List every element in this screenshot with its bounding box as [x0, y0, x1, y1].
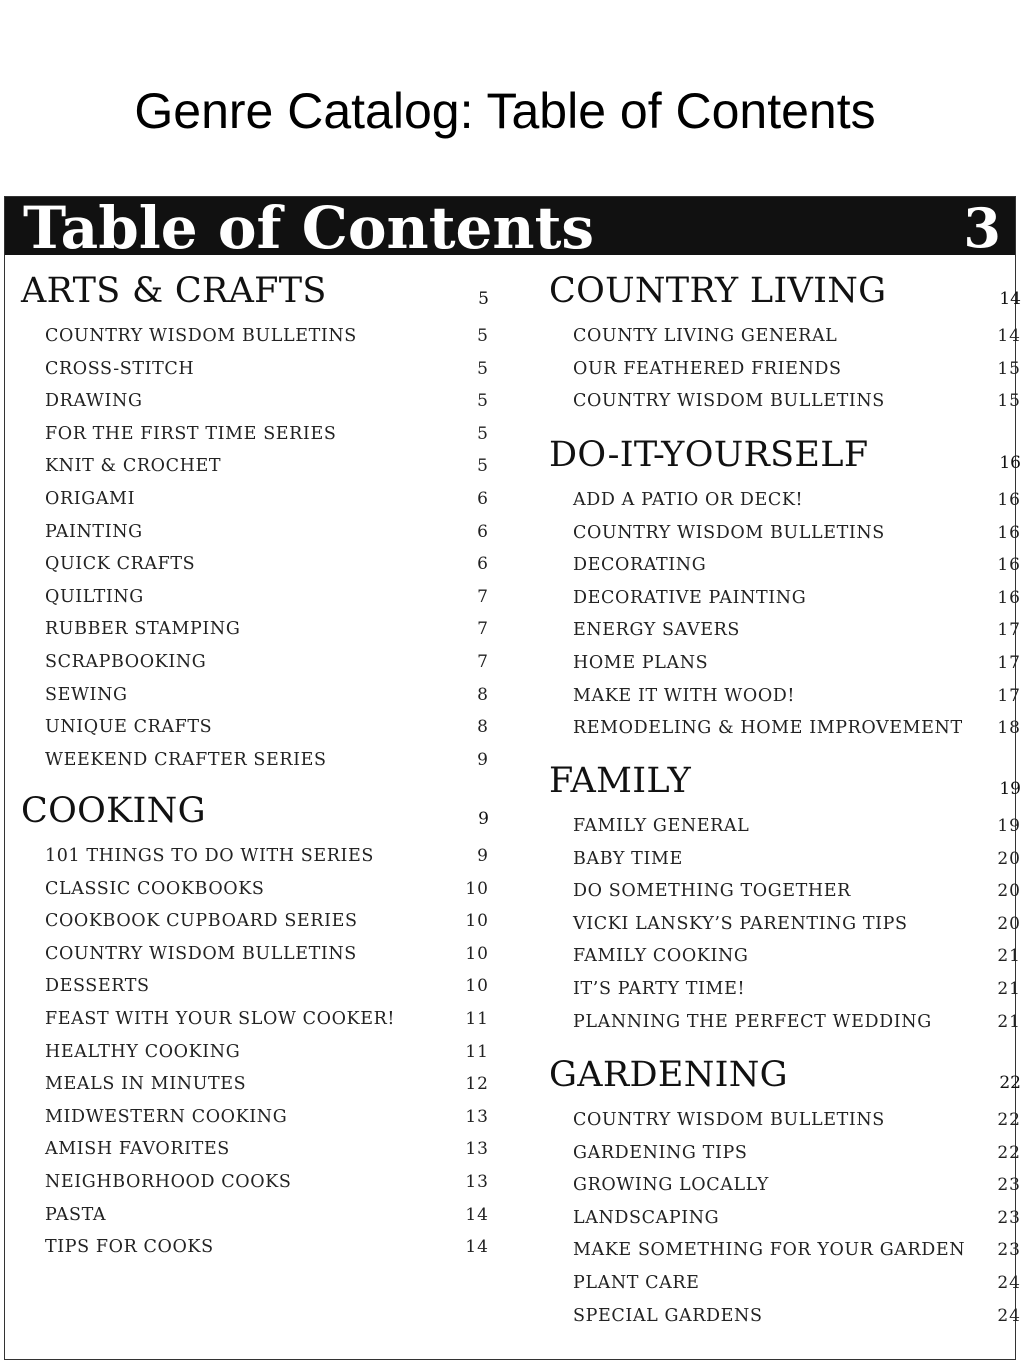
- toc-entry[interactable]: [549, 1272, 1021, 1296]
- toc-entry-label: GROWING LOCALLY: [573, 1175, 769, 1196]
- toc-entry-page-number: 6: [477, 489, 489, 509]
- section-title: DO-IT-YOURSELF: [549, 435, 869, 475]
- toc-entry-label: SEWING: [45, 684, 128, 705]
- toc-entry-label: COUNTY LIVING GENERAL: [573, 326, 838, 346]
- toc-entry-label: SCRAPBOOKING: [45, 652, 207, 672]
- section-title: COUNTRY LIVING: [549, 271, 887, 311]
- toc-entry[interactable]: [21, 586, 495, 610]
- toc-entry-page-number: 14: [465, 1204, 489, 1225]
- toc-entry-label: CLASSIC COOKBOOKS: [45, 878, 265, 899]
- toc-entry[interactable]: [21, 488, 495, 512]
- toc-entry-label: QUICK CRAFTS: [45, 554, 196, 575]
- toc-entry-label: DO SOMETHING TOGETHER: [573, 881, 851, 902]
- toc-entry-label: COUNTRY WISDOM BULLETINS: [45, 943, 357, 964]
- toc-entry-page-number: 15: [997, 358, 1021, 379]
- toc-entry[interactable]: [21, 749, 495, 773]
- toc-entry-page-number: 18: [997, 718, 1021, 739]
- toc-entry-label: FAMILY GENERAL: [573, 816, 750, 836]
- toc-entry-label: COOKBOOK CUPBOARD SERIES: [45, 911, 358, 932]
- toc-entry-page-number: 21: [997, 946, 1021, 967]
- toc-entry-label: FAMILY COOKING: [573, 946, 749, 967]
- toc-entry-label: BABY TIME: [573, 848, 683, 869]
- toc-entry-label: COUNTRY WISDOM BULLETINS: [573, 522, 885, 543]
- toc-entry-label: COUNTRY WISDOM BULLETINS: [573, 1110, 885, 1130]
- toc-entry-label: GARDENING TIPS: [573, 1142, 748, 1163]
- toc-entry-page-number: 16: [997, 587, 1021, 608]
- toc-entry[interactable]: [549, 1305, 1021, 1329]
- toc-entry[interactable]: [549, 717, 1021, 741]
- section-page-number: 22: [999, 1073, 1021, 1093]
- section-heading[interactable]: [21, 271, 495, 311]
- toc-entry[interactable]: [549, 945, 1021, 969]
- toc-entry[interactable]: [21, 910, 495, 934]
- toc-entry-page-number: 16: [997, 555, 1021, 576]
- toc-entry-label: OUR FEATHERED FRIENDS: [573, 358, 842, 379]
- toc-entry[interactable]: [21, 521, 495, 545]
- toc-entry[interactable]: [549, 1207, 1021, 1231]
- toc-entry-label: PASTA: [45, 1204, 107, 1225]
- toc-entry[interactable]: [549, 522, 1021, 546]
- section-heading[interactable]: [21, 791, 495, 831]
- toc-entry-label: RUBBER STAMPING: [45, 619, 241, 640]
- toc-entry-page-number: 17: [997, 620, 1021, 641]
- toc-entry[interactable]: [549, 358, 1021, 382]
- toc-entry[interactable]: [549, 587, 1021, 611]
- toc-entry-page-number: 13: [465, 1139, 489, 1160]
- toc-entry-page-number: 23: [997, 1240, 1021, 1261]
- toc-entry[interactable]: [549, 978, 1021, 1002]
- section-page-number: 19: [999, 779, 1021, 799]
- section-heading[interactable]: [549, 435, 1021, 475]
- toc-entry[interactable]: [21, 975, 495, 999]
- toc-entry-label: COUNTRY WISDOM BULLETINS: [45, 326, 357, 346]
- toc-entry[interactable]: [549, 652, 1021, 676]
- toc-entry-page-number: 22: [997, 1110, 1021, 1130]
- toc-entry-page-number: 16: [997, 490, 1021, 510]
- toc-entry[interactable]: [21, 943, 495, 967]
- toc-entry-page-number: 10: [465, 878, 489, 899]
- slide-title: Genre Catalog: Table of Contents: [134, 83, 876, 139]
- toc-entry-page-number: 17: [997, 653, 1021, 673]
- toc-entry-label: DECORATING: [573, 555, 707, 576]
- toc-entry[interactable]: [549, 489, 1021, 513]
- toc-entry[interactable]: [21, 1106, 495, 1130]
- toc-entry-label: FOR THE FIRST TIME SERIES: [45, 423, 337, 444]
- toc-entry[interactable]: [21, 1073, 495, 1097]
- toc-entry-page-number: 7: [477, 586, 489, 607]
- toc-entry[interactable]: [21, 1236, 495, 1260]
- toc-entry-page-number: 8: [477, 684, 489, 705]
- toc-entry-page-number: 11: [465, 1041, 489, 1062]
- toc-entry-label: ENERGY SAVERS: [573, 620, 740, 641]
- toc-entry-page-number: 17: [997, 685, 1021, 706]
- toc-entry[interactable]: [21, 618, 495, 642]
- toc-entry-page-number: 21: [997, 1011, 1021, 1032]
- section-page-number: 5: [478, 289, 489, 309]
- toc-entry-label: TIPS FOR COOKS: [45, 1237, 214, 1258]
- toc-entry-label: UNIQUE CRAFTS: [45, 717, 213, 738]
- toc-entry-label: FEAST WITH YOUR SLOW COOKER!: [45, 1009, 396, 1029]
- toc-entry-page-number: 23: [997, 1175, 1021, 1196]
- section-heading[interactable]: [549, 761, 1021, 801]
- toc-entry-label: MIDWESTERN COOKING: [45, 1106, 288, 1127]
- toc-entry[interactable]: [549, 1239, 1021, 1263]
- toc-entry-label: VICKI LANSKY’S PARENTING TIPS: [573, 913, 908, 934]
- toc-entry[interactable]: [21, 553, 495, 577]
- toc-entry-label: IT’S PARTY TIME!: [573, 979, 746, 999]
- toc-entry-page-number: 6: [477, 521, 489, 542]
- toc-entry[interactable]: [549, 1174, 1021, 1198]
- toc-entry-label: COUNTRY WISDOM BULLETINS: [573, 391, 885, 412]
- toc-entry[interactable]: [21, 1041, 495, 1065]
- toc-entry[interactable]: [21, 716, 495, 740]
- toc-entry[interactable]: [21, 1171, 495, 1195]
- toc-entry-page-number: 5: [477, 391, 489, 412]
- toc-entry[interactable]: [21, 358, 495, 382]
- toc-entry-label: QUILTING: [45, 586, 144, 607]
- toc-entry[interactable]: [549, 390, 1021, 414]
- toc-entry[interactable]: [549, 815, 1021, 839]
- toc-entry-page-number: 24: [997, 1305, 1021, 1326]
- toc-entry-page-number: 7: [477, 652, 489, 672]
- toc-entry-page-number: 20: [997, 881, 1021, 902]
- toc-entry-page-number: 6: [477, 554, 489, 575]
- toc-entry-page-number: 21: [997, 979, 1021, 999]
- toc-page: [4, 194, 1021, 1360]
- toc-entry[interactable]: [549, 880, 1021, 904]
- toc-entry-page-number: 8: [477, 717, 489, 738]
- toc-entry-label: REMODELING & HOME IMPROVEMENT: [573, 718, 963, 739]
- toc-entry-page-number: 5: [477, 423, 489, 444]
- toc-entry[interactable]: [549, 848, 1021, 872]
- toc-entry-page-number: 9: [477, 846, 489, 866]
- section-title: FAMILY: [549, 761, 692, 801]
- toc-entry-label: 101 THINGS TO DO WITH SERIES: [45, 846, 374, 866]
- toc-entry-label: MAKE IT WITH WOOD!: [573, 685, 796, 706]
- toc-entry-label: NEIGHBORHOOD COOKS: [45, 1172, 292, 1192]
- section-page-number: 16: [999, 453, 1021, 473]
- toc-entry-label: PLANT CARE: [573, 1273, 700, 1293]
- toc-entry-label: LANDSCAPING: [573, 1207, 720, 1228]
- toc-entry-page-number: 14: [997, 326, 1021, 346]
- toc-entry[interactable]: [21, 423, 495, 447]
- toc-entry-label: DRAWING: [45, 391, 143, 412]
- toc-entry-label: HEALTHY COOKING: [45, 1041, 241, 1062]
- toc-entry-page-number: 10: [465, 976, 489, 997]
- section-page-number: 14: [999, 289, 1021, 309]
- toc-entry-label: MEALS IN MINUTES: [45, 1074, 247, 1095]
- toc-entry-label: DESSERTS: [45, 976, 150, 997]
- toc-entry-page-number: 9: [477, 749, 489, 770]
- toc-entry-page-number: 16: [997, 522, 1021, 543]
- toc-entry[interactable]: [21, 845, 495, 869]
- section-title: ARTS & CRAFTS: [21, 271, 327, 311]
- toc-entry-label: CROSS-STITCH: [45, 358, 195, 379]
- toc-entry-page-number: 7: [477, 619, 489, 640]
- toc-entry-page-number: 5: [477, 326, 489, 346]
- toc-entry-label: WEEKEND CRAFTER SERIES: [45, 749, 327, 770]
- toc-entry[interactable]: [21, 1138, 495, 1162]
- toc-entry-label: ORIGAMI: [45, 489, 136, 509]
- section-heading[interactable]: [549, 1055, 1021, 1095]
- toc-entry-page-number: 13: [465, 1106, 489, 1127]
- toc-entry-page-number: 10: [465, 911, 489, 932]
- toc-entry-page-number: 13: [465, 1172, 489, 1192]
- toc-entry[interactable]: [549, 913, 1021, 937]
- toc-entry-page-number: 22: [997, 1142, 1021, 1163]
- toc-entry-page-number: 11: [465, 1009, 489, 1029]
- toc-entry-label: DECORATIVE PAINTING: [573, 587, 807, 608]
- section-title: GARDENING: [549, 1055, 788, 1095]
- toc-entry[interactable]: [21, 1204, 495, 1228]
- toc-entry-page-number: 14: [465, 1237, 489, 1258]
- toc-entry[interactable]: [549, 1142, 1021, 1166]
- toc-entry[interactable]: [549, 1011, 1021, 1035]
- toc-entry[interactable]: [549, 619, 1021, 643]
- toc-entry[interactable]: [21, 1008, 495, 1032]
- toc-entry[interactable]: [21, 684, 495, 708]
- toc-entry[interactable]: [549, 325, 1021, 349]
- toc-entry-label: ADD A PATIO OR DECK!: [573, 490, 804, 510]
- toc-entry[interactable]: [21, 878, 495, 902]
- toc-entry-page-number: 23: [997, 1207, 1021, 1228]
- toc-entry[interactable]: [21, 455, 495, 479]
- toc-entry-page-number: 5: [477, 358, 489, 379]
- toc-entry-page-number: 12: [465, 1074, 489, 1095]
- toc-entry-page-number: 20: [997, 848, 1021, 869]
- toc-entry-label: MAKE SOMETHING FOR YOUR GARDEN: [573, 1240, 966, 1261]
- toc-header-title: Table of Contents: [23, 194, 595, 262]
- toc-entry-label: HOME PLANS: [573, 653, 709, 673]
- toc-entry-page-number: 19: [997, 816, 1021, 836]
- section-heading[interactable]: [549, 271, 1021, 311]
- toc-entry-page-number: 15: [997, 391, 1021, 412]
- toc-entry-page-number: 24: [997, 1273, 1021, 1293]
- toc-entry-label: SPECIAL GARDENS: [573, 1305, 763, 1326]
- toc-header-page-number: 3: [963, 196, 1001, 260]
- toc-entry[interactable]: [21, 325, 495, 349]
- toc-entry[interactable]: [549, 685, 1021, 709]
- toc-entry-page-number: 20: [997, 913, 1021, 934]
- toc-entry[interactable]: [21, 651, 495, 675]
- toc-entry[interactable]: [21, 390, 495, 414]
- toc-entry-label: PLANNING THE PERFECT WEDDING: [573, 1011, 932, 1032]
- toc-header-bar: [5, 194, 1015, 262]
- toc-entry-label: PAINTING: [45, 521, 143, 542]
- toc-entry[interactable]: [549, 554, 1021, 578]
- toc-entry-page-number: 10: [465, 943, 489, 964]
- section-title: COOKING: [21, 791, 206, 831]
- toc-entry-page-number: 5: [477, 456, 489, 477]
- toc-entry-label: KNIT & CROCHET: [45, 456, 222, 477]
- toc-entry[interactable]: [549, 1109, 1021, 1133]
- section-page-number: 9: [478, 809, 489, 829]
- toc-entry-label: AMISH FAVORITES: [45, 1139, 230, 1160]
